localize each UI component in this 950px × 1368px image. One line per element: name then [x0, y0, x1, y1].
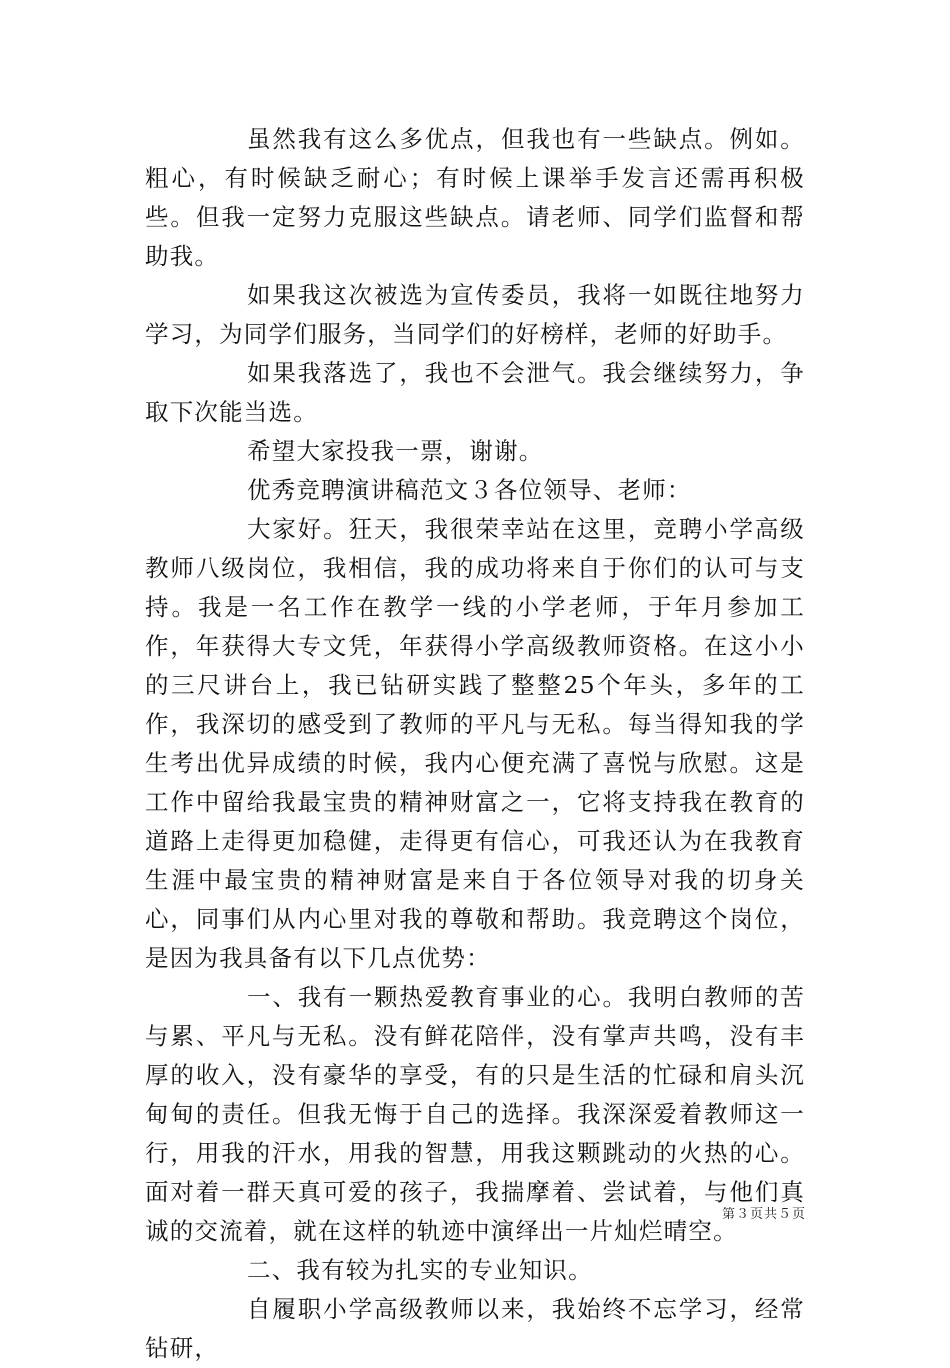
paragraph: 如果我落选了，我也不会泄气。我会继续努力，争取下次能当选。 — [145, 359, 805, 426]
paragraph: 一、我有一颗热爱教育事业的心。我明白教师的苦与累、平凡与无私。没有鲜花陪伴，没有掌声共鸣，没有丰厚的收入，没有豪华的享受，有的只是生活的忙碌和肩头沉甸甸的责任。但我无悔于自己的选择。我深深爱着教师这一行，用我的汗水，用我的智慧，用我这颗跳动的火热的心。面对着一群天真可爱的孩子，我揣摩着、尝试着，与他们真诚的交流着，就在这样的轨迹中演绎出一片灿烂晴空。 — [145, 983, 805, 1245]
paragraph: 希望大家投我一票，谢谢。 — [247, 437, 544, 465]
paragraph: 如果我这次被选为宣传委员，我将一如既往地努力学习，为同学们服务，当同学们的好榜样，老师的好助手。 — [145, 281, 805, 348]
page-number-footer: 第３页共５页 — [721, 1207, 806, 1222]
paragraph: 自履职小学高级教师以来，我始终不忘学习，经常钻研， — [145, 1295, 805, 1362]
section-heading: 优秀竞聘演讲稿范文３各位领导、老师： — [247, 476, 692, 504]
paragraph: 二、我有较为扎实的专业知识。 — [247, 1256, 593, 1284]
paragraph: 大家好。狂天，我很荣幸站在这里，竞聘小学高级教师八级岗位，我相信，我的成功将来自于你们的认可与支持。我是一名工作在教学一线的小学老师，于年月参加工作，年获得大专文凭，年获得小学高级教师资格。在这小小的三尺讲台上，我已钻研实践了整整25个年头，多年的工作，我深切的感受到了教师的平凡与无私。每当得知我的学生考出优异成绩的时候，我内心便充满了喜悦与欣慰。这是工作中留给我最宝贵的精神财富之一，它将支持我在教育的道路上走得更加稳健，走得更有信心，可我还认为在我教育生涯中最宝贵的精神财富是来自于各位领导对我的切身关心，同事们从内心里对我的尊敬和帮助。我竞聘这个岗位，是因为我具备有以下几点优势： — [145, 515, 805, 972]
paragraph: 虽然我有这么多优点，但我也有一些缺点。例如。粗心，有时候缺乏耐心；有时候上课举手发言还需再积极些。但我一定努力克服这些缺点。请老师、同学们监督和帮助我。 — [145, 125, 805, 270]
document-body — [145, 120, 805, 1368]
